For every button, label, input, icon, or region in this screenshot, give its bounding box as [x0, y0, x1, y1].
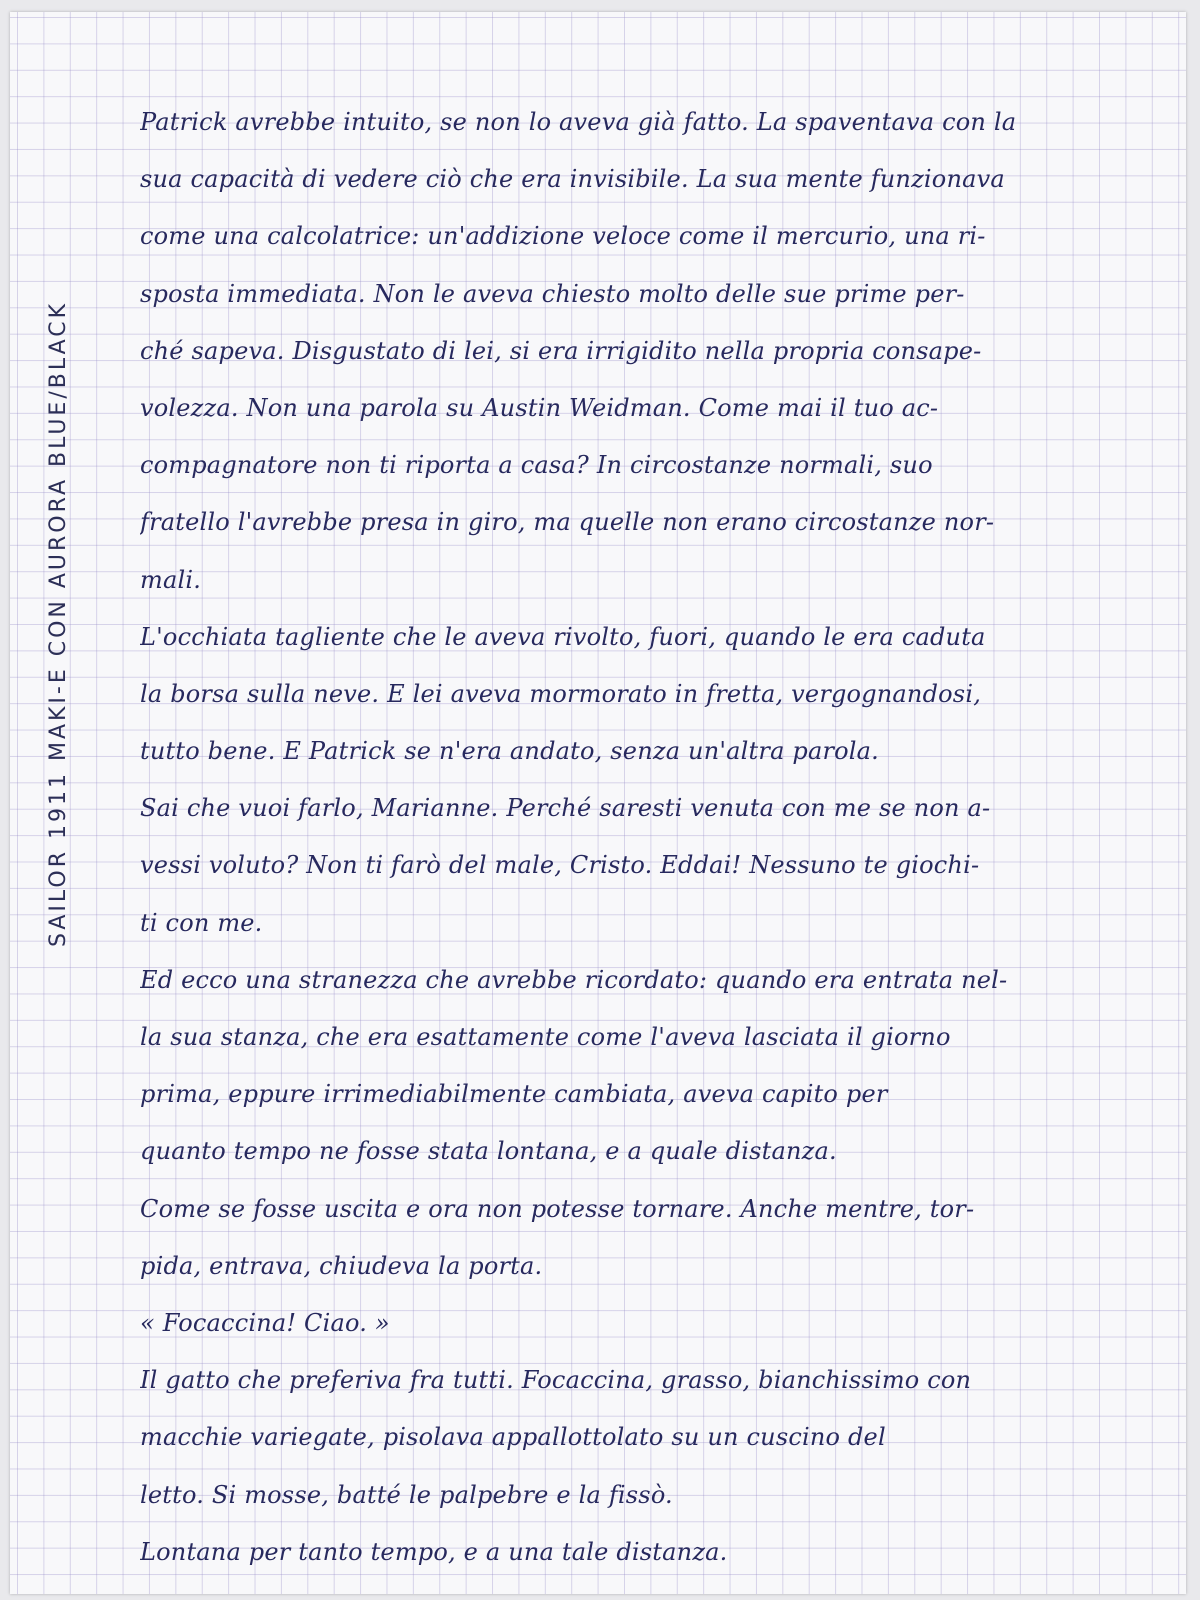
text-line: tutto bene. E Patrick se n'era andato, senza un'altra parola. — [140, 737, 880, 766]
text-line: Ed ecco una stranezza che avrebbe ricordato: quando era entrata nel- — [140, 965, 1008, 994]
text-line: Sai che vuoi farlo, Marianne. Perché saresti venuta con me se non a- — [140, 794, 991, 823]
text-line: « Focaccina! Ciao. » — [140, 1308, 390, 1337]
text-line: sposta immediata. Non le aveva chiesto molto delle sue prime per- — [140, 279, 965, 308]
handwritten-text — [140, 94, 1150, 1581]
text-line: la borsa sulla neve. E lei aveva mormorato in fretta, vergognandosi, — [140, 679, 982, 708]
text-line: ti con me. — [140, 908, 263, 937]
text-line: volezza. Non una parola su Austin Weidman. Come mai il tuo ac- — [140, 393, 939, 422]
text-line: pida, entrava, chiudeva la porta. — [140, 1251, 543, 1280]
text-line: macchie variegate, pisolava appallottolato su un cuscino del — [140, 1423, 886, 1452]
grid-paper-sheet — [10, 12, 1186, 1594]
text-line: vessi voluto? Non ti farò del male, Cristo. Eddai! Nessuno te giochi- — [140, 851, 980, 880]
text-line: mali. — [140, 565, 202, 594]
text-line: sua capacità di vedere ciò che era invisibile. La sua mente funzionava — [140, 165, 1005, 194]
text-line: fratello l'avrebbe presa in giro, ma quelle non erano circostanze nor- — [140, 508, 995, 537]
text-line: come una calcolatrice: un'addizione veloce come il mercurio, una ri- — [140, 222, 986, 251]
text-line: ché sapeva. Disgustato di lei, si era irrigidito nella propria consape- — [140, 336, 982, 365]
text-line: compagnatore non ti riporta a casa? In circostanze normali, suo — [140, 451, 933, 480]
text-line: L'occhiata tagliente che le aveva rivolto, fuori, quando le era caduta — [140, 622, 986, 651]
text-line: prima, eppure irrimediabilmente cambiata, aveva capito per — [140, 1080, 888, 1109]
text-line: Come se fosse uscita e ora non potesse tornare. Anche mentre, tor- — [140, 1194, 975, 1223]
text-line: Lontana per tanto tempo, e a una tale distanza. — [140, 1537, 728, 1566]
text-line: la sua stanza, che era esattamente come l'aveva lasciata il giorno — [140, 1023, 951, 1051]
text-line: letto. Si mosse, batté le palpebre e la fissò. — [140, 1480, 673, 1509]
text-line: Il gatto che preferiva fra tutti. Focaccina, grasso, bianchissimo con — [140, 1366, 972, 1395]
pen-ink-note: SAILOR 1911 MAKI-E CON AURORA BLUE/BLACK — [46, 300, 71, 947]
text-line: Patrick avrebbe intuito, se non lo aveva già fatto. La spaventava con la — [140, 108, 1017, 136]
text-line: quanto tempo ne fosse stata lontana, e a quale distanza. — [140, 1137, 837, 1166]
